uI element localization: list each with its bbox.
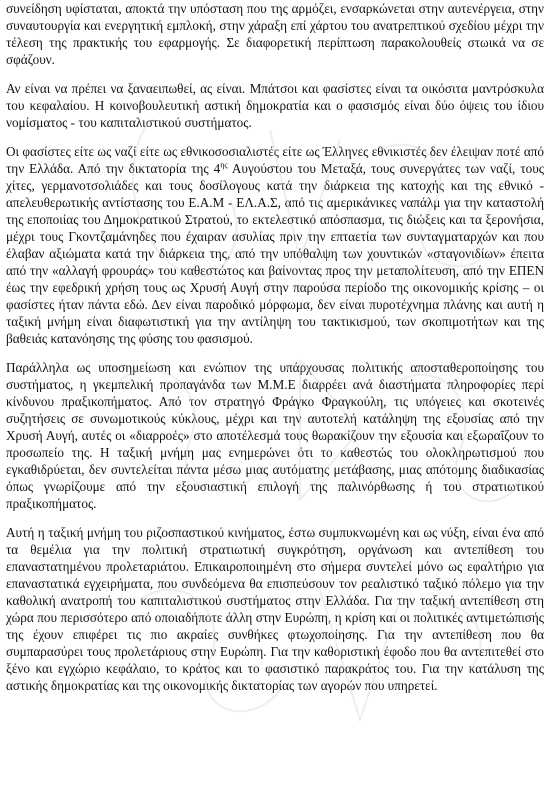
paragraph-3-rest: Αυγούστου του Μεταξά, τους συνεργάτες των ναζί, τους χίτες, γερμανοτσολιάδες και τους δοσίλογους κατά την διάρκεια της κατοχής και της εθνικό - απελευθερωτικής αντίστασης του Ε.Α.Μ - ΕΛ.Α.Σ, από τις αμερικάνικες ναπάλμ για την καταστολή της εποποιίας του Δημοκρατικού Στρατού, το εκτελεστικό απόσπασμα, τις διώξεις και τα ξερονήσια, μέχρι τους Γκοντζαμάνηδες που έχαιραν ασυλίας πριν την επταετία των συνταγματαρχών και που έλαβαν αξιώματα κατά την διάρκεια της, από την υπόθαλψη των χουντικών «σταγονιδίων» έπειτα από την «αλλαγή φρουράς» του καθεστώτος και βαίνοντας προς την μεταπολίτευση, από την ΕΠΕΝ έως την εφεδρική χρήση τους ως Χρυσή Αυγή στην παρούσα περίοδο της οικονομικής κρίσης – οι φασίστες ήταν πάντα εδώ. Δεν είναι παροδικό μόρφωμα, δεν είναι πυροτέχνημα πλάνης και αυτή η ταξική μνήμη είναι διαφωτιστική για την αντίληψη του τακτικισμού, των σκοπιμοτήτων και της βαθειάς κατανόησης της φύσης του φασισμού. xyxy=(6,161,544,346)
paragraph-1: συνείδηση υφίσταται, αποκτά την υπόσταση που της αρμόζει, ενσαρκώνεται στην αυτενέργεια, στην συναυτουργία και ενεργητική εμπλοκή, στην χάραξη επί χάρτου του ανατρεπτικού σχεδίου μέχρι την τέλεση της πρακτικής του εφαρμογής. Σε διαφορετική περίπτωση παρακολουθείς στωικά να σε σφάζουν. xyxy=(6,1,544,67)
paragraph-3 xyxy=(6,143,544,347)
ordinal-superscript: ης xyxy=(220,160,228,170)
paragraph-4: Παράλληλα ως υποσημείωση και ενώπιον της υπάρχουσας πολιτικής αποσταθεροποίησης του συστήματος, η γκεμπελική προπαγάνδα των Μ.Μ.Ε διαρρέει ανά διαστήματα πληροφορίες περί κίνδυνου πραξικοπήματος. Από τον στρατηγό Φράγκο Φραγκούλη, τις υπόγειες και σκοτεινές συζητήσεις σε συνωμοτικούς κύκλους, μέχρι και την αυτοτελή κατάληψη της εξουσίας από την Χρυσή Αυγή, αυτές οι «διαρροές» στο αποτέλεσμά τους θωρακίζουν την εξουσία και εξωραΐζουν το προσωπείο της. Η ταξική μνήμη μας ενημερώνει ότι το καθεστώς του ολοκληρωτισμού που εγκαθιδρύεται, δεν συντελείται πάντα μέσω μιας αυτόματης μετάβασης, μιας απότομης διαδικασίας όπως γνωρίζουμε από την εξουσιαστική επιλογή της παλινόρθωσης ή του στρατιωτικού πραξικοπήματος. xyxy=(6,360,544,511)
paragraph-3-start: Οι φασίστες είτε ως ναζί είτε ως εθνικοσοσιαλιστές είτε ως Έλληνες εθνικιστές δεν έλειψαν ποτέ από την Ελλάδα. Από την δικτατορία της 4 xyxy=(6,144,544,176)
paragraph-5: Αυτή η ταξική μνήμη του ριζοσπαστικού κινήματος, έστω συμπυκνωμένη και ως νύξη, είναι ένα από τα θεμέλια για την πολιτική στρατιωτική συγκρότηση, οργάνωση και αντεπίθεση του επαναστατημένου προλεταριάτου. Επικαιροποιημένη στο σήμερα συντελεί μόνο ως εφαλτήριο για επαναστατικά εγχειρήματα, που συνδεόμενα θα επισπεύσουν τον ρεαλιστικό ταξικό πόλεμο για την καθολική ανατροπή του καπιταλιστικού συστήματος στην Ελλάδα. Για την ταξική αντεπίθεση στη χώρα που περισσότερο από οποιαδήποτε άλλη στην Ευρώπη, η κρίση και οι πολιτικές αντιμετώπισής της έχουν επιφέρει τις πιο ακραίες συνθήκες φτωχοποίησης. Για την αντεπίθεση που θα συμπαρασύρει τους προλετάριους στην Ευρώπη. Για την καθοριστική έφοδο που θα αντεπιτεθεί στο ξένο και εγχώριο κεφάλαιο, το κράτος και το φασιστικό παρακράτος του. Για την κατάλυση της αστικής δημοκρατίας και της οικονομικής δικτατορίας των αγορών που υπηρετεί. xyxy=(6,525,544,693)
paragraph-2: Αν είναι να πρέπει να ξαναειπωθεί, ας είναι. Μπάτσοι και φασίστες είναι τα οικόσιτα μαντρόσκυλα του κεφαλαίου. Η κοινοβουλευτική αστική δημοκρατία και ο φασισμός είναι δύο όψεις του ίδιου νομίσματος - του καπιταλιστικού συστήματος. xyxy=(6,81,544,130)
